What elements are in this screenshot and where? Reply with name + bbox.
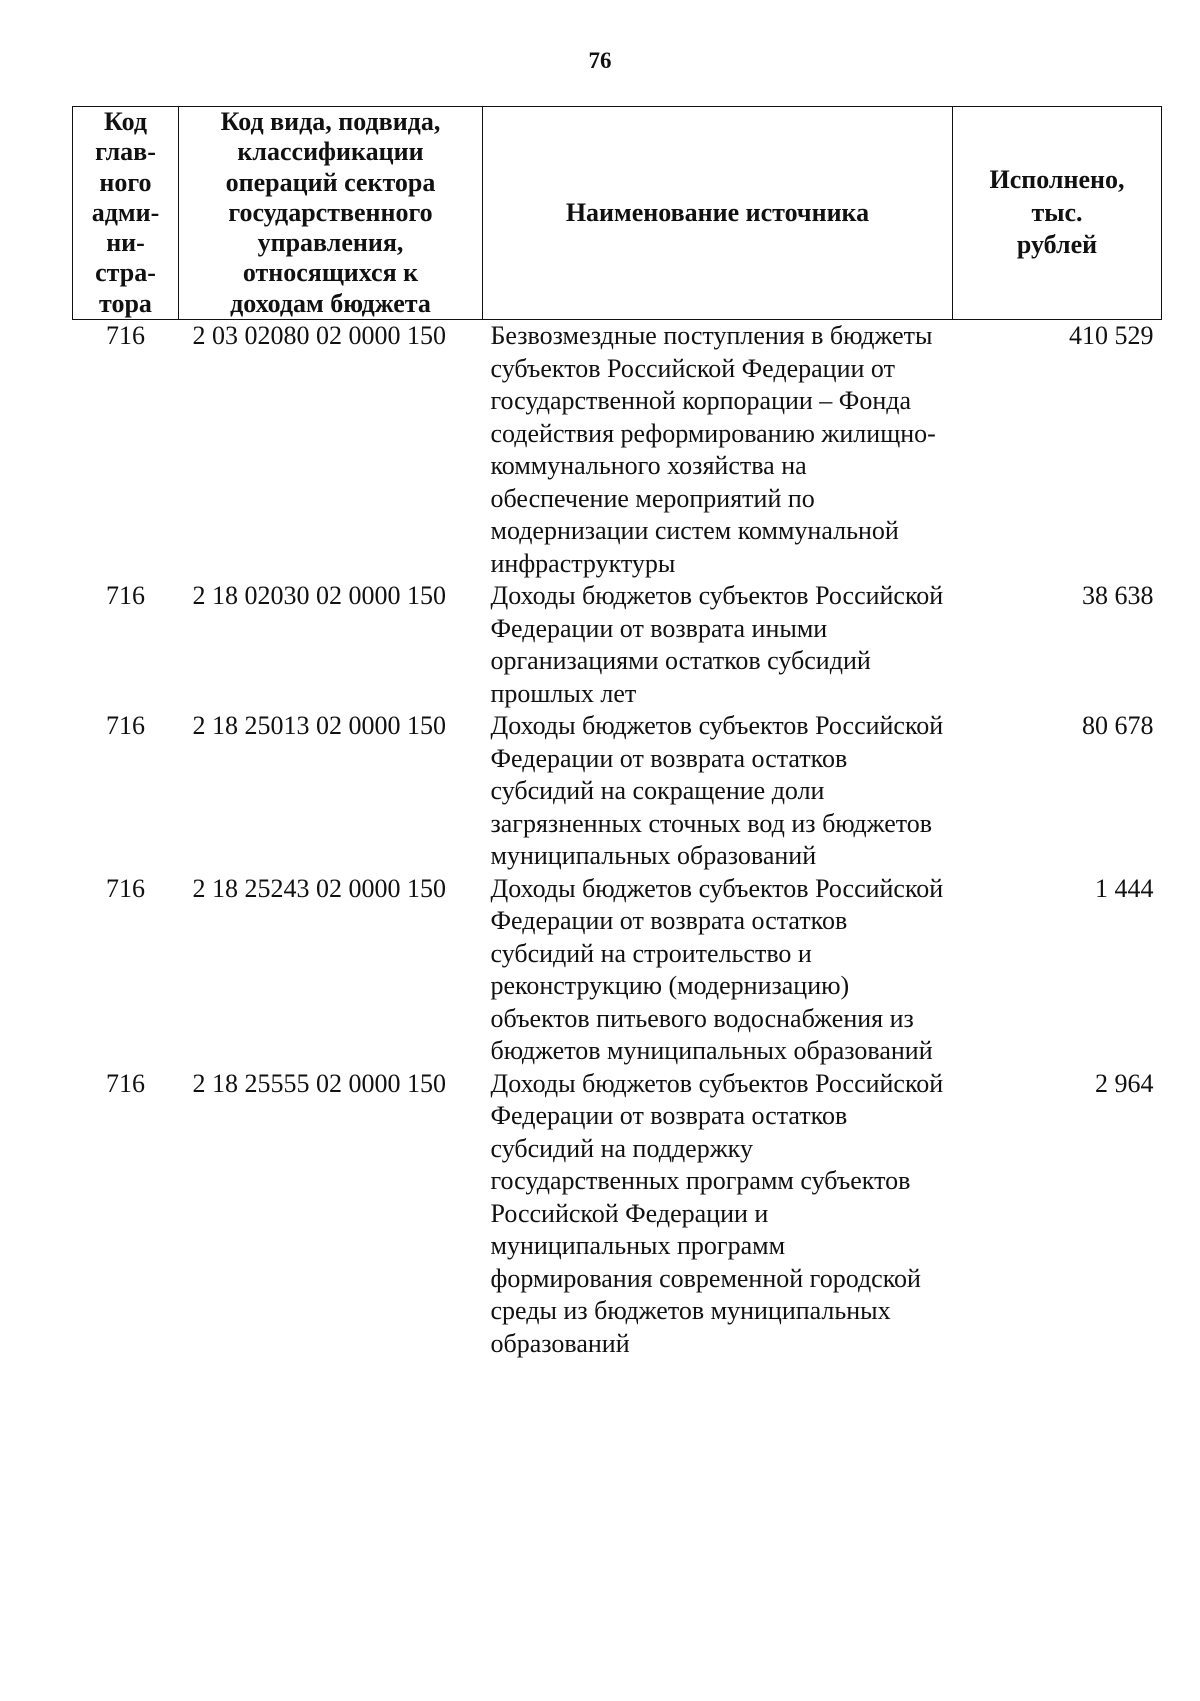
revenue-code-cell: 2 03 02080 02 0000 150	[192, 321, 446, 351]
source-name-cell: Безвозмездные поступления в бюджеты субъектов Российской Федерации от государственной корпорации – Фонда содействия реформированию жилищно-коммунального хозяйства на обеспечение мероприятий по модернизации систем коммунальной инфраструктуры	[490, 321, 936, 578]
header-admin-code: Код глав- ного адми- ни- стра- тора	[73, 107, 179, 320]
table-body	[73, 320, 1162, 1361]
executed-amount-cell: 1 444	[1095, 873, 1154, 903]
table-row	[73, 710, 1162, 873]
admin-code-cell: 716	[106, 321, 145, 351]
header-row	[73, 107, 1162, 320]
table-row	[73, 580, 1162, 710]
admin-code-cell: 716	[106, 711, 145, 741]
table-header	[73, 107, 1162, 320]
source-name-cell: Доходы бюджетов субъектов Российской Федерации от возврата остатков субсидий на строительство и реконструкцию (модернизацию) объектов питьевого водоснабжения из бюджетов муниципальных образований	[490, 873, 944, 1066]
executed-amount-cell: 2 964	[1095, 1068, 1154, 1098]
executed-amount-cell: 38 638	[1082, 581, 1154, 611]
revenue-sources-table	[72, 106, 1162, 1360]
table-row	[73, 1068, 1162, 1361]
executed-amount-cell: 80 678	[1082, 711, 1154, 741]
admin-code-cell: 716	[106, 873, 145, 903]
executed-amount-cell: 410 529	[1069, 321, 1154, 351]
revenue-code-cell: 2 18 02030 02 0000 150	[192, 581, 446, 611]
header-source-name: Наименование источника	[483, 107, 953, 320]
revenue-code-cell: 2 18 25013 02 0000 150	[192, 711, 446, 741]
admin-code-cell: 716	[106, 1068, 145, 1098]
table-row	[73, 873, 1162, 1068]
admin-code-cell: 716	[106, 581, 145, 611]
revenue-code-cell: 2 18 25243 02 0000 150	[192, 873, 446, 903]
header-executed: Исполнено, тыс. рублей	[953, 107, 1162, 320]
revenue-code-cell: 2 18 25555 02 0000 150	[192, 1068, 446, 1098]
table-row	[73, 320, 1162, 581]
source-name-cell: Доходы бюджетов субъектов Российской Федерации от возврата иными организациями остатков субсидий прошлых лет	[490, 581, 944, 708]
page-number: 76	[588, 48, 612, 73]
source-name-cell: Доходы бюджетов субъектов Российской Федерации от возврата остатков субсидий на поддержку государственных программ субъектов Российской Федерации и муниципальных программ формирования современной городской среды из бюджетов муниципальных образований	[490, 1068, 944, 1358]
header-revenue-code: Код вида, подвида, классификации операций сектора государственного управления, относящихся к доходам бюджета	[179, 107, 483, 320]
source-name-cell: Доходы бюджетов субъектов Российской Федерации от возврата остатков субсидий на сокращение доли загрязненных сточных вод из бюджетов муниципальных образований	[490, 711, 944, 871]
